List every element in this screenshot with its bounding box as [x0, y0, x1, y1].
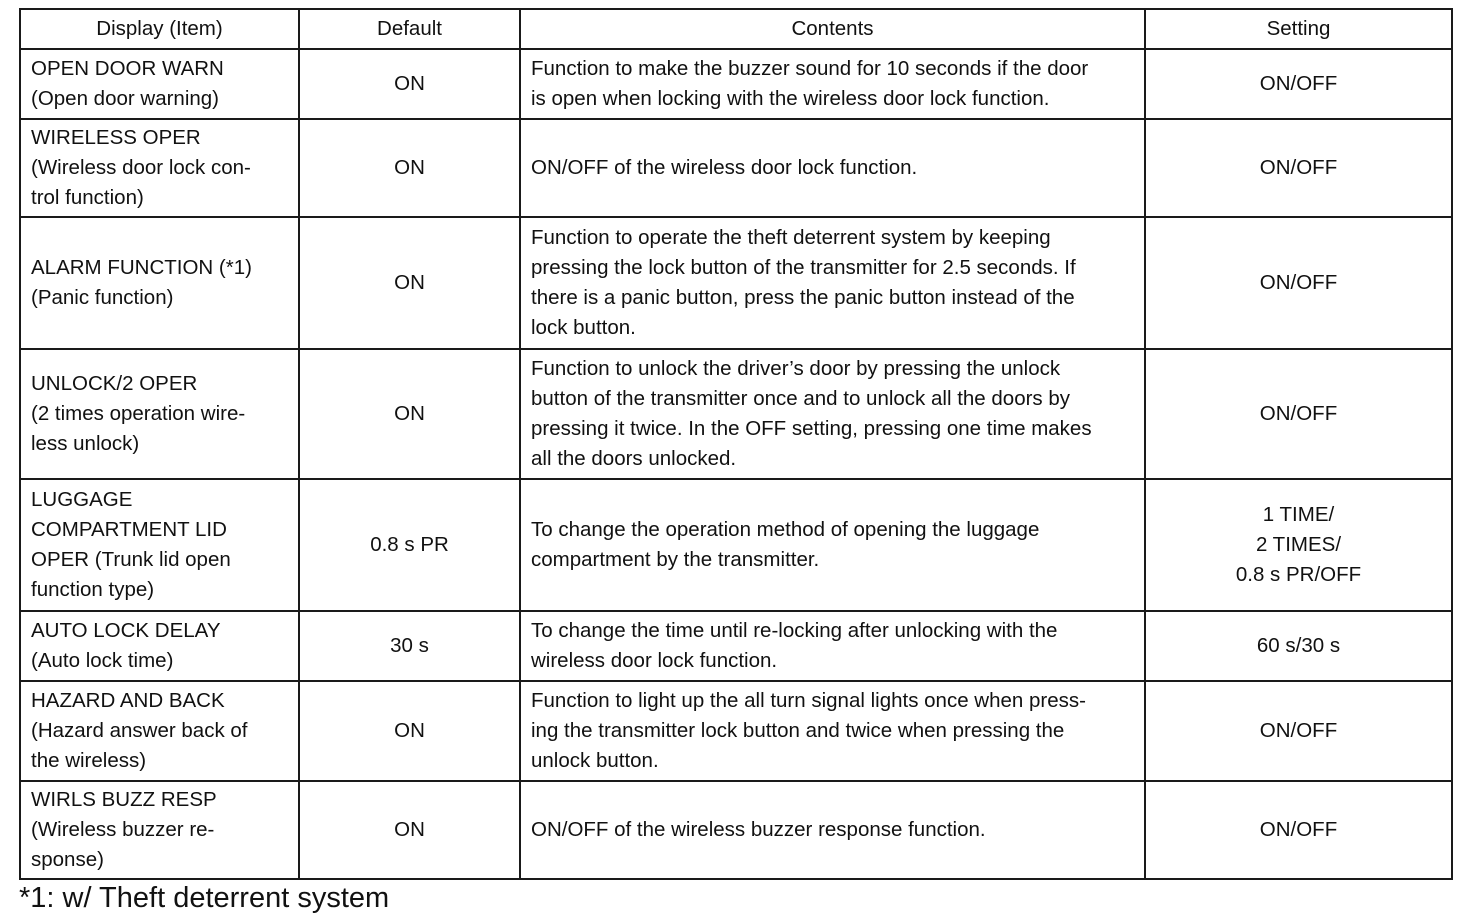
- setting-line: 1 TIME/: [1262, 503, 1335, 526]
- display-item-line: (Wireless door lock con-: [31, 156, 251, 179]
- cell-contents: [520, 781, 1145, 879]
- table-row: [20, 611, 1452, 681]
- setting-line: ON/OFF: [1259, 156, 1338, 179]
- cell-default: ON: [299, 217, 520, 349]
- cell-contents: [520, 349, 1145, 479]
- cell-setting: [1145, 349, 1452, 479]
- cell-display-item: [20, 119, 299, 217]
- header-contents: Contents: [520, 9, 1145, 49]
- display-item-line: AUTO LOCK DELAY: [31, 619, 221, 642]
- table-row: [20, 49, 1452, 119]
- setting-line: 60 s/30 s: [1256, 634, 1341, 657]
- contents-line: button of the transmitter once and to unlock all the doors by: [531, 387, 1071, 410]
- cell-display-item: [20, 681, 299, 781]
- display-item-line: ALARM FUNCTION (*1): [31, 256, 252, 279]
- cell-default: 0.8 s PR: [299, 479, 520, 611]
- contents-line: Function to light up the all turn signal lights once when press-: [531, 689, 1086, 712]
- contents-line: Function to make the buzzer sound for 10 seconds if the door: [531, 57, 1089, 80]
- contents-line: all the doors unlocked.: [531, 447, 737, 470]
- header-row: [20, 9, 1452, 49]
- cell-default: 30 s: [299, 611, 520, 681]
- display-item-line: OPEN DOOR WARN: [31, 57, 224, 80]
- header-default: Default: [299, 9, 520, 49]
- cell-default: ON: [299, 49, 520, 119]
- display-item-line: HAZARD AND BACK: [31, 689, 225, 712]
- contents-line: unlock button.: [531, 749, 659, 772]
- display-item-line: (Open door warning): [31, 87, 220, 110]
- setting-line: ON/OFF: [1259, 719, 1338, 742]
- cell-default: ON: [299, 349, 520, 479]
- cell-setting: [1145, 681, 1452, 781]
- display-item-line: less unlock): [31, 432, 140, 455]
- display-item-line: (Hazard answer back of: [31, 719, 248, 742]
- table-row: [20, 217, 1452, 349]
- cell-setting: [1145, 611, 1452, 681]
- display-item-line: (Panic function): [31, 286, 174, 309]
- cell-default: ON: [299, 681, 520, 781]
- header-setting: Setting: [1145, 9, 1452, 49]
- table-body: [20, 49, 1452, 879]
- display-item-line: LUGGAGE: [31, 488, 133, 511]
- cell-contents: [520, 119, 1145, 217]
- cell-setting: [1145, 479, 1452, 611]
- table-row: [20, 681, 1452, 781]
- table-row: [20, 479, 1452, 611]
- contents-line: compartment by the transmitter.: [531, 548, 820, 571]
- cell-setting: [1145, 781, 1452, 879]
- cell-setting: [1145, 49, 1452, 119]
- contents-line: there is a panic button, press the panic button instead of the: [531, 286, 1075, 309]
- table-row: [20, 119, 1452, 217]
- cell-contents: [520, 681, 1145, 781]
- contents-line: To change the operation method of opening the luggage: [531, 518, 1040, 541]
- cell-contents: [520, 611, 1145, 681]
- display-item-line: trol function): [31, 186, 144, 209]
- display-item-line: sponse): [31, 848, 104, 871]
- display-item-line: function type): [31, 578, 155, 601]
- contents-line: Function to operate the theft deterrent system by keeping: [531, 226, 1051, 249]
- footnote: *1: w/ Theft deterrent system: [19, 882, 390, 914]
- cell-display-item: [20, 349, 299, 479]
- display-item-line: WIRELESS OPER: [31, 126, 201, 149]
- customize-table-container: [19, 8, 1453, 880]
- display-item-line: COMPARTMENT LID: [31, 518, 227, 541]
- display-item-line: WIRLS BUZZ RESP: [31, 788, 217, 811]
- setting-line: 2 TIMES/: [1255, 533, 1342, 556]
- setting-line: ON/OFF: [1259, 271, 1338, 294]
- contents-line: ON/OFF of the wireless buzzer response function.: [531, 818, 986, 841]
- contents-line: wireless door lock function.: [531, 649, 778, 672]
- cell-contents: [520, 217, 1145, 349]
- display-item-line: the wireless): [31, 749, 147, 772]
- cell-default: ON: [299, 781, 520, 879]
- contents-line: lock button.: [531, 316, 636, 339]
- cell-contents: [520, 49, 1145, 119]
- contents-line: pressing it twice. In the OFF setting, pressing one time makes: [531, 417, 1092, 440]
- contents-line: pressing the lock button of the transmitter for 2.5 seconds. If: [531, 256, 1076, 279]
- display-item-line: UNLOCK/2 OPER: [31, 372, 198, 395]
- cell-display-item: [20, 781, 299, 879]
- cell-display-item: [20, 479, 299, 611]
- contents-line: Function to unlock the driver’s door by pressing the unlock: [531, 357, 1061, 380]
- display-item-line: (Wireless buzzer re-: [31, 818, 215, 841]
- display-item-line: (2 times operation wire-: [31, 402, 246, 425]
- cell-display-item: [20, 611, 299, 681]
- table-row: [20, 349, 1452, 479]
- setting-line: ON/OFF: [1259, 818, 1338, 841]
- contents-line: To change the time until re-locking after unlocking with the: [531, 619, 1058, 642]
- contents-line: ing the transmitter lock button and twice when pressing the: [531, 719, 1065, 742]
- contents-line: is open when locking with the wireless door lock function.: [531, 87, 1050, 110]
- table-row: [20, 781, 1452, 879]
- cell-contents: [520, 479, 1145, 611]
- display-item-line: (Auto lock time): [31, 649, 174, 672]
- cell-display-item: [20, 49, 299, 119]
- setting-line: 0.8 s PR/OFF: [1235, 563, 1362, 586]
- display-item-line: OPER (Trunk lid open: [31, 548, 231, 571]
- cell-display-item: [20, 217, 299, 349]
- contents-line: ON/OFF of the wireless door lock function.: [531, 156, 918, 179]
- cell-default: ON: [299, 119, 520, 217]
- cell-setting: [1145, 119, 1452, 217]
- cell-setting: [1145, 217, 1452, 349]
- customize-settings-table: [19, 8, 1453, 880]
- header-display-item: Display (Item): [20, 9, 299, 49]
- setting-line: ON/OFF: [1259, 72, 1338, 95]
- setting-line: ON/OFF: [1259, 402, 1338, 425]
